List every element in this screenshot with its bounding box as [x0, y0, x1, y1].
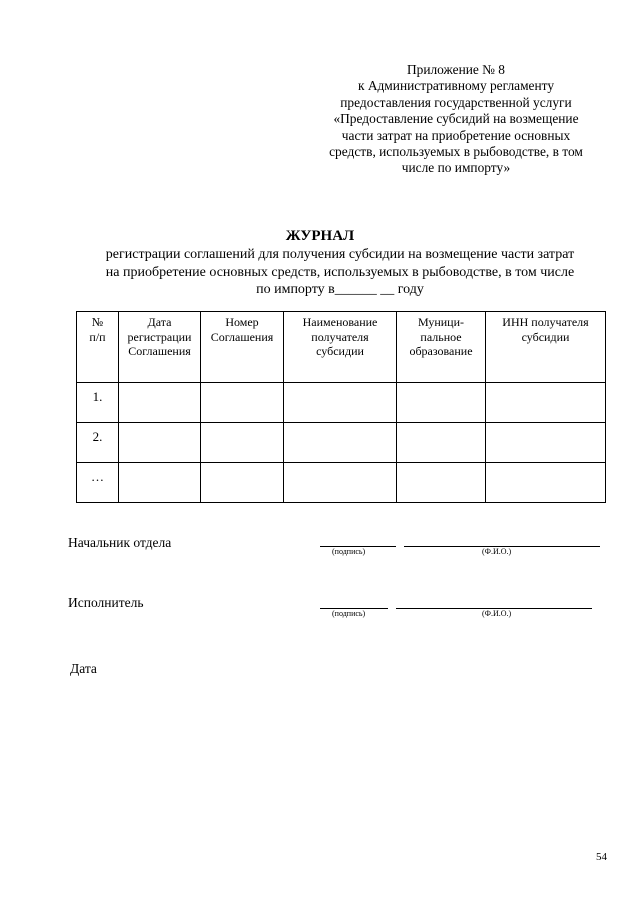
table-cell — [486, 383, 606, 423]
table-cell — [119, 463, 201, 503]
table-row — [77, 423, 606, 463]
column-header-number: № п/п — [77, 312, 119, 383]
journal-table — [76, 311, 606, 503]
annex-line: «Предоставление субсидий на возмещение — [333, 111, 579, 127]
head-name-hint: (Ф.И.О.) — [482, 547, 512, 556]
journal-subtitle-line: регистрации соглашений для получения субсидии на возмещение части затрат — [105, 247, 575, 262]
executor-signature-hint: (подпись) — [332, 609, 366, 618]
journal-subtitle-line: на приобретение основных средств, используемых в рыбоводстве, в том числе — [105, 264, 575, 280]
annex-line: предоставления государственной услуги — [340, 94, 572, 110]
table-cell — [397, 423, 486, 463]
column-header-recipient-inn: ИНН получателя субсидии — [486, 312, 606, 383]
table-cell — [284, 383, 397, 423]
date-label: Дата — [70, 661, 97, 676]
annex-line: средств, используемых в рыбоводстве, в том — [329, 144, 583, 160]
table-cell — [201, 463, 284, 503]
journal-subtitle-line: по импорту в______ __ году — [256, 282, 424, 297]
table-cell — [201, 383, 284, 423]
table-cell — [119, 423, 201, 463]
table-cell — [284, 423, 397, 463]
table-row — [77, 383, 606, 423]
column-header-registration-date: Дата регистрации Соглашения — [119, 312, 201, 383]
annex-line: части затрат на приобретение основных — [341, 127, 571, 143]
table-cell — [486, 463, 606, 503]
page-number: 54 — [596, 851, 607, 863]
table-cell — [201, 423, 284, 463]
table-cell — [284, 463, 397, 503]
journal-title: ЖУРНАЛ — [285, 228, 355, 244]
row-number: … — [77, 463, 119, 503]
annex-line: числе по импорту» — [401, 160, 511, 176]
head-signature-hint: (подпись) — [332, 547, 366, 556]
column-header-recipient-name: Наименование получателя субсидии — [284, 312, 397, 383]
table-cell — [119, 383, 201, 423]
table-cell — [397, 383, 486, 423]
annex-header — [318, 62, 594, 177]
row-number: 2. — [77, 423, 119, 463]
column-header-municipality: Муници- пальное образование — [397, 312, 486, 383]
head-of-department-label: Начальник отдела — [68, 535, 172, 550]
annex-line: Приложение № 8 — [406, 62, 506, 77]
column-header-agreement-number: Номер Соглашения — [201, 312, 284, 383]
annex-line: к Административному регламенту — [357, 78, 555, 94]
journal-subtitle — [60, 246, 620, 299]
executor-name-hint: (Ф.И.О.) — [482, 609, 512, 618]
table-cell — [486, 423, 606, 463]
executor-label: Исполнитель — [68, 595, 144, 610]
table-header-row — [77, 312, 606, 383]
row-number: 1. — [77, 383, 119, 423]
table-row — [77, 463, 606, 503]
table-cell — [397, 463, 486, 503]
